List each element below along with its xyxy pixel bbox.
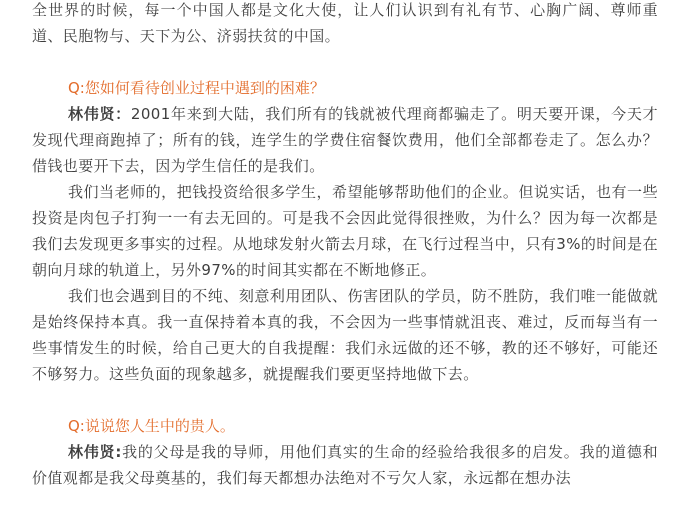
spacer: [32, 49, 658, 75]
speaker-label: 林伟贤:: [68, 443, 122, 461]
answer-paragraph: [32, 439, 658, 491]
intro-paragraph-tail: 全世界的时候，每一个中国人都是文化大使，让人们认识到有礼有节、心胸广阔、尊师重道、民胞物与、天下为公、济弱扶贫的中国。: [32, 1, 658, 45]
question-heading: Q:您如何看待创业过程中遇到的困难？: [68, 79, 325, 97]
article-body: [32, 0, 658, 491]
answer-paragraph: 我们当老师的，把钱投资给很多学生，希望能够帮助他们的企业。但说实话，也有一些投资是肉包子打狗一一有去无回的。可是我不会因此觉得很挫败，为什么？因为每一次都是我们去发现更多事实的过程。从地球发射火箭去月球，在飞行过程当中，只有3%的时间是在朝向月球的轨道上，另外97%的时间其实都在不断地修正。: [32, 183, 658, 279]
spacer: [32, 387, 658, 413]
speaker-label: 林伟贤：: [68, 105, 131, 123]
answer-text: 我的父母是我的导师，用他们真实的生命的经验给我很多的启发。我的道德和价值观都是我父母奠基的，我们每天都想办法绝对不亏欠人家，永远都在想办法: [32, 443, 658, 487]
answer-text: 2001年来到大陆，我们所有的钱就被代理商都骗走了。明天要开课，今天才发现代理商跑掉了；所有的钱，连学生的学费住宿餐饮费用，他们全部都卷走了。怎么办？借钱也要开下去，因为学生信任的是我们。: [32, 105, 658, 175]
answer-paragraph: [32, 101, 658, 179]
answer-paragraph: 我们也会遇到目的不纯、刻意利用团队、伤害团队的学员，防不胜防，我们唯一能做就是始终保持本真。我一直保持着本真的我，不会因为一些事情就沮丧、难过，反而每当有一些事情发生的时候，给自己更大的自我提醒：我们永远做的还不够，教的还不够好，可能还不够努力。这些负面的现象越多，就提醒我们要更坚持地做下去。: [32, 287, 658, 383]
question-heading: Q:说说您人生中的贵人。: [68, 417, 235, 435]
